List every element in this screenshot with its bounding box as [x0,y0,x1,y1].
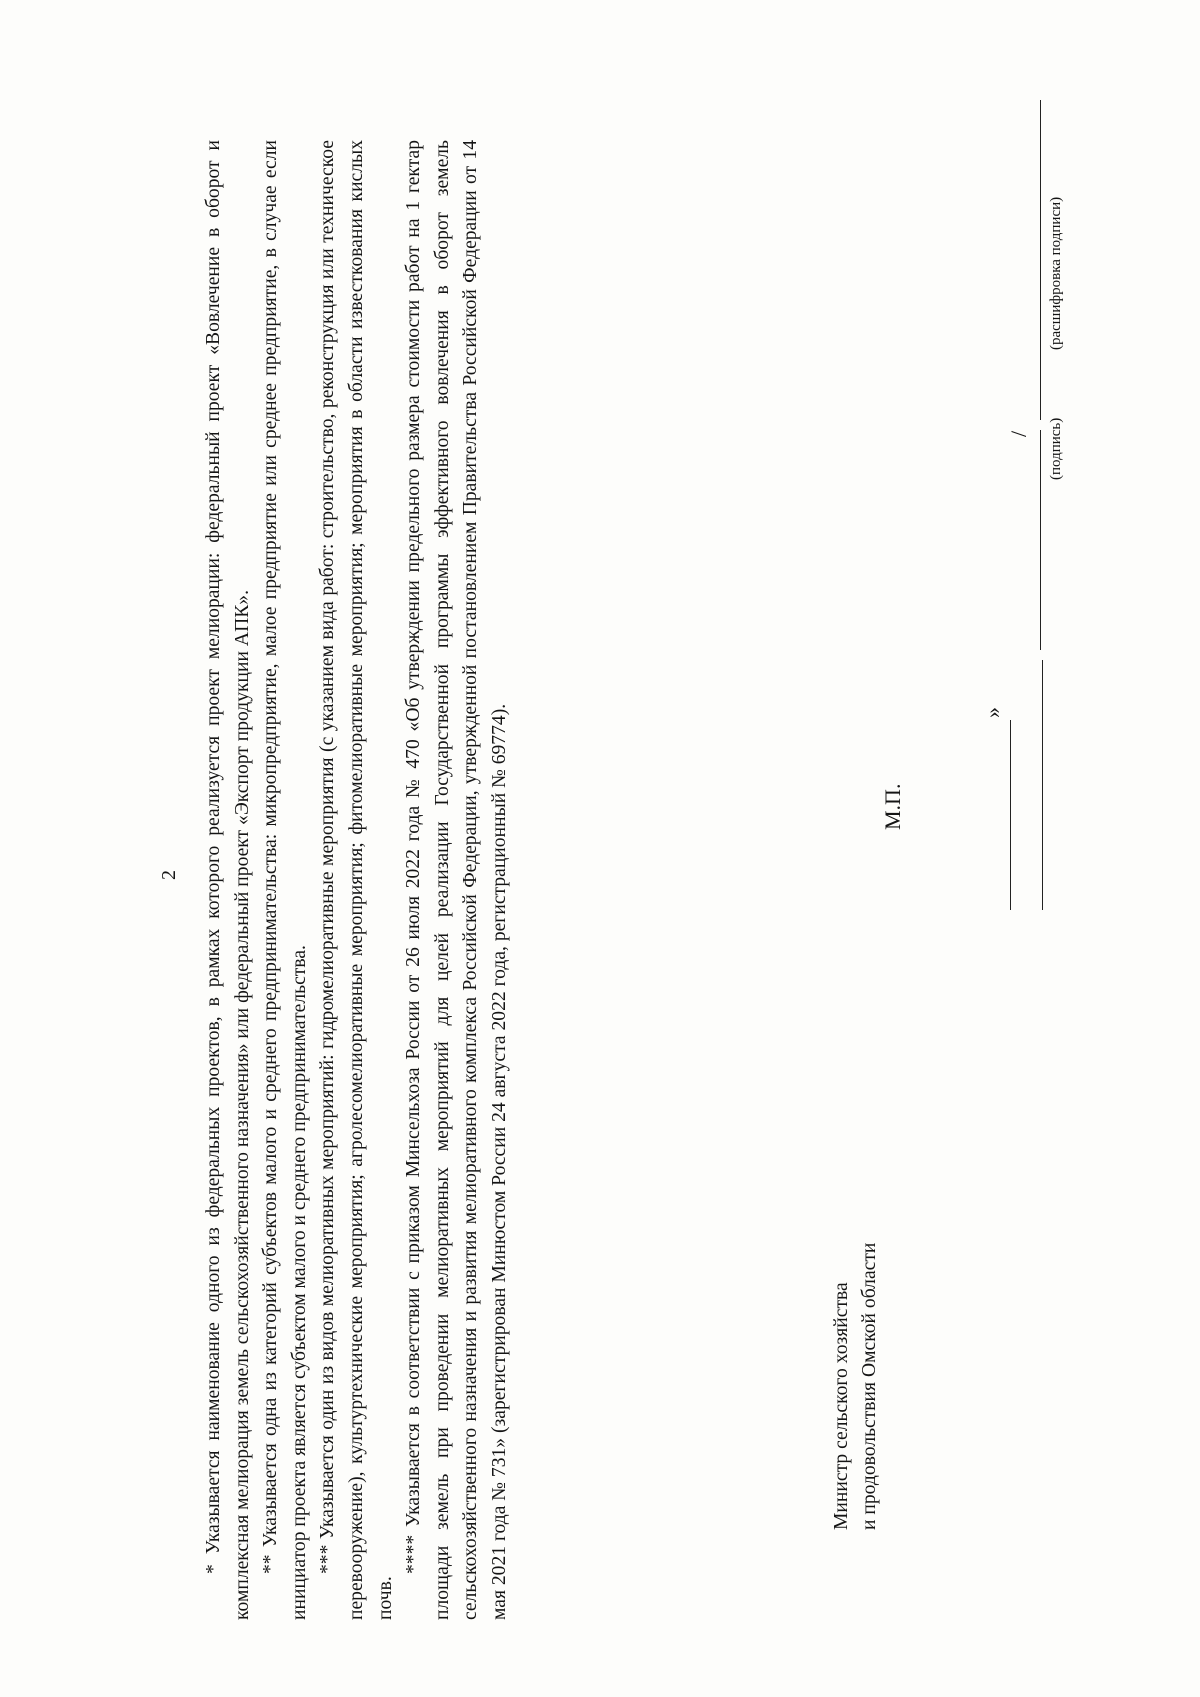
minister-title-line-2: и продовольствия Омской области [859,1242,880,1530]
signature-caption: (подпись) [1048,417,1064,480]
minister-title-line-1: Министр сельского хозяйства [831,1282,852,1530]
rotated-page [140,90,1200,1650]
footnote-1: * Указывается наименование одного из федеральных проектов, в рамках которого реализуется проект мелиорации: федеральный проект «Вовлечение в оборот и комплексная мелиорация земель сельскохозяйственного назначения» или федеральный проект «Экспорт продукции АПК». [203,140,253,1620]
footnote-4: **** Указывается в соответствии с приказом Минсельхоза России от 26 июля 2022 года № 470 «Об утверждении предельного размера стоимости работ на 1 гектар площади земель при проведении мелиоративных мероприятий для целей реализации Государственной программы эффективного вовлечения в оборот земель сельскохозяйственного назначения и развития мелиоративного комплекса Российской Федерации, утвержденной постановлением Правительства Российской Федерации от 14 мая 2021 года № 731» (зарегистрирован Минюстом России 24 августа 2022 года, регистрационный № 69774). [403,140,510,1620]
footnotes [200,140,515,1620]
minister-title [828,1243,884,1530]
decoding-caption: (расшифровка подписи) [1048,196,1064,350]
signature-slash: / [1006,430,1031,437]
date-closing-quote: » [980,707,1005,718]
footnote-2: ** Указывается одна из категорий субъектов малого и среднего предпринимательства: микропредприятие, малое предприятие или среднее предприятие, в случае если инициатор проекта является субъектом малого и среднего предпринимательства. [260,140,310,1620]
date-day-line [1010,720,1011,910]
stamp-label: М.П. [880,783,905,830]
page-number: 2 [158,870,180,880]
decoding-line [1040,100,1041,420]
date-month-line [1042,660,1043,910]
signature-line [1040,430,1041,650]
footnote-3: *** Указывается один из видов мелиоративных мероприятий: гидромелиоративные мероприятия (с указанием вида работ: строительство, реконструкция или техническое перевооружение), культуртехнические мероприятия; агролесомелиоративные мероприятия; фитомелиоративные мероприятия; мероприятия в области известкования кислых почв. [317,140,396,1620]
